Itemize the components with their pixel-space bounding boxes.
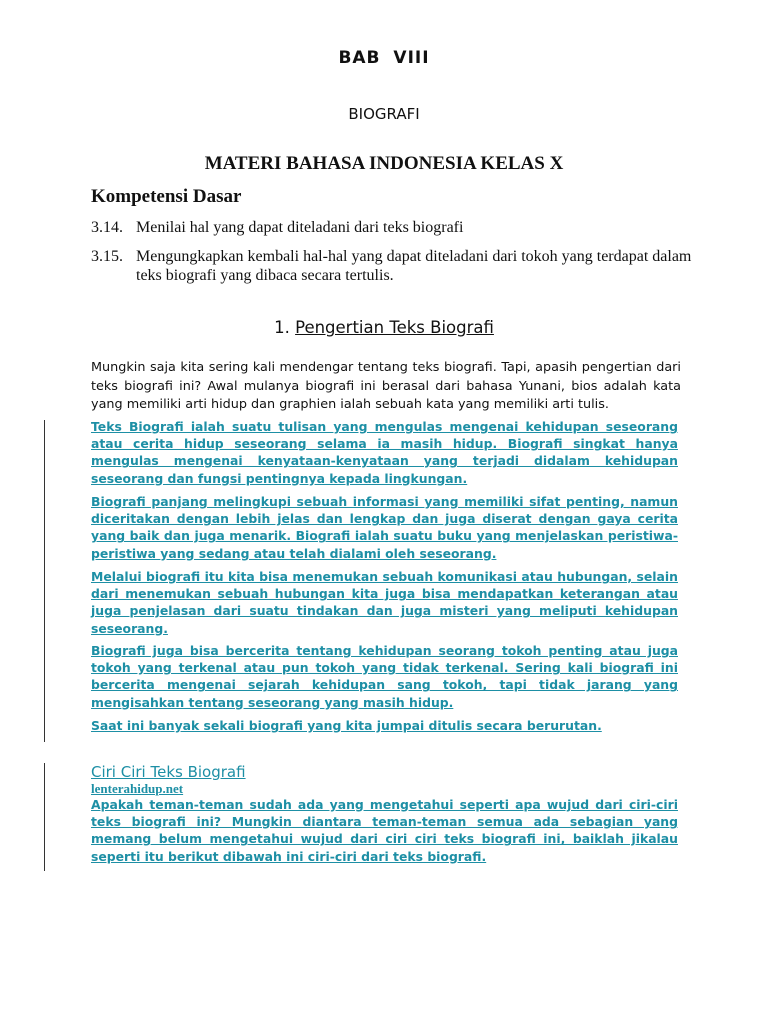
section-title: Pengertian Teks Biografi <box>295 318 494 337</box>
section-number: 1. <box>274 318 290 337</box>
intro-paragraph: Mungkin saja kita sering kali mendengar tentang teks biografi. Tapi, apasih pengertian dari teks biografi ini? Awal mulanya biografi ini berasal dari bahasa Yunani, bios adalah kata yang memiliki arti hidup dan graphien ialah sebuah kata yang memiliki arti tulis. <box>91 360 681 412</box>
course-title: MATERI BAHASA INDONESIA KELAS X <box>204 153 564 174</box>
competency-heading: Kompetensi Dasar <box>91 186 242 207</box>
linked-paragraph[interactable]: Melalui biografi itu kita bisa menemukan sebuah komunikasi atau hubungan, selain dari menemukan sebuah hubungan kita juga bisa mendapatkan keterangan atau juga penjelasan dari suatu tindakan dan juga misteri yang meliputi kehidupan seseorang. <box>91 569 678 636</box>
source-link[interactable]: lenterahidup.net <box>91 781 184 796</box>
chapter-subtitle: BIOGRAFI <box>348 105 420 123</box>
competency-number: 3.15. <box>91 248 123 265</box>
section-link-heading[interactable]: Ciri Ciri Teks Biografi <box>91 763 246 781</box>
margin-line <box>44 763 45 871</box>
competency-text: Mengungkapkan kembali hal-hal yang dapat diteladani dari tokoh yang terdapat dalam teks biografi yang dibaca secara tertulis. <box>136 248 692 284</box>
margin-line <box>44 420 45 742</box>
linked-paragraph[interactable]: Saat ini banyak sekali biografi yang kita jumpai ditulis secara berurutan. <box>91 718 602 733</box>
competency-number: 3.14. <box>91 219 123 236</box>
chapter-heading: BAB VIII <box>338 48 430 68</box>
linked-paragraph[interactable]: Biografi juga bisa bercerita tentang kehidupan seorang tokoh penting atau juga tokoh yang terkenal atau pun tokoh yang tidak terkenal. Sering kali biografi ini bercerita mengenai sejarah kehidupan sang tokoh, tapi tidak jarang yang mengisahkan tentang seseorang yang masih hidup. <box>91 643 678 710</box>
competency-text: Menilai hal yang dapat diteladani dari teks biografi <box>136 219 464 236</box>
linked-paragraph[interactable]: Teks Biografi ialah suatu tulisan yang mengulas mengenai kehidupan seseorang atau cerita hidup seseorang selama ia masih hidup. Biografi singkat hanya mengulas mengenai kenyataan-kenyataan yang terjadi didalam kehidupan seseorang dan fungsi pentingnya kepada lingkungan. <box>91 419 678 486</box>
linked-paragraph[interactable]: Biografi panjang melingkupi sebuah informasi yang memiliki sifat penting, namun diceritakan dengan lebih jelas dan lengkap dan juga diserat dengan gaya cerita yang baik dan juga menarik. Biografi ialah suatu buku yang menjelaskan peristiwa-peristiwa yang sedang atau telah dialami oleh seseorang. <box>91 494 678 561</box>
linked-paragraph[interactable]: Apakah teman-teman sudah ada yang mengetahui seperti apa wujud dari ciri-ciri teks biografi ini? Mungkin diantara teman-teman semua ada sebagian yang memang belum mengetahui wujud dari ciri ciri teks biografi ini, baiklah jikalau seperti itu berikut dibawah ini ciri-ciri dari teks biografi. <box>91 797 678 864</box>
section-heading <box>0 318 768 337</box>
